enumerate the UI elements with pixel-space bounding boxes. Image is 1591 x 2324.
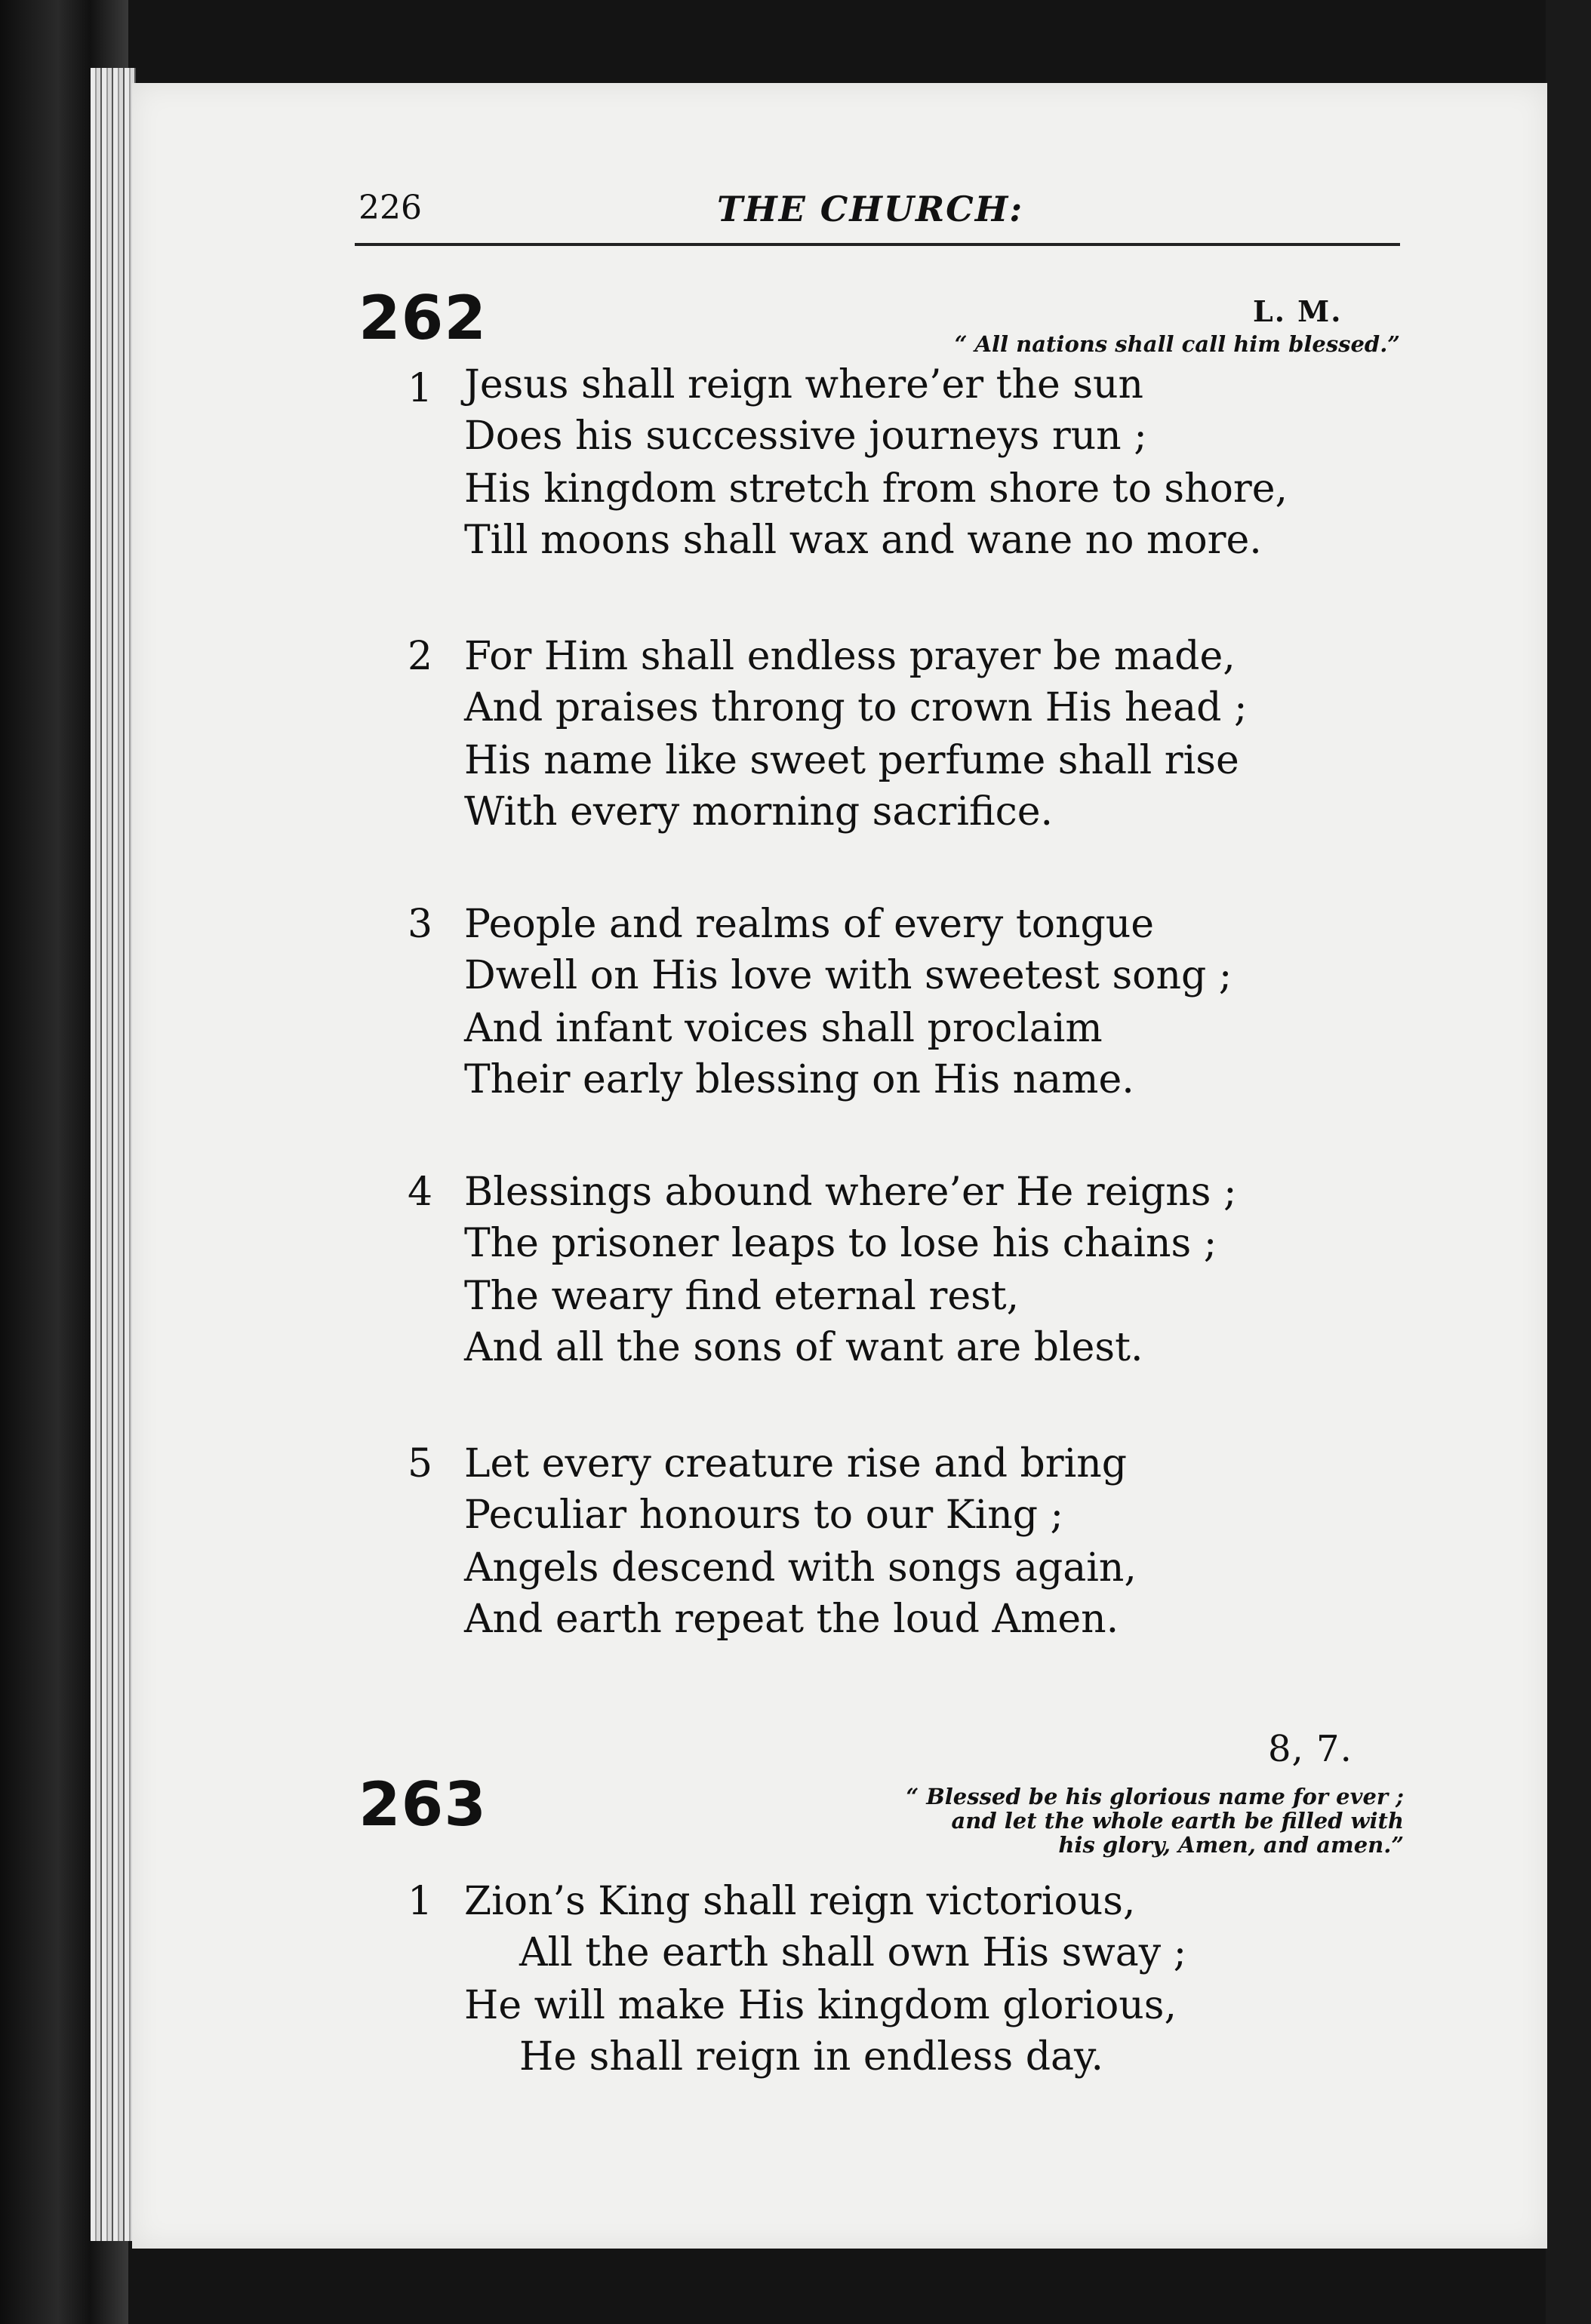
verse-line: All the earth shall own His sway ; — [519, 1930, 1187, 1975]
verse-line: Peculiar honours to our King ; — [464, 1492, 1064, 1538]
verse-line: Dwell on His love with sweetest song ; — [464, 953, 1232, 998]
header-rule — [355, 243, 1400, 246]
verse-line: For Him shall endless prayer be made, — [464, 634, 1236, 679]
verse-line: Blessings abound where’er He reigns ; — [464, 1170, 1237, 1215]
epigraph-line: “ Blessed be his glorious name for ever ; — [906, 1784, 1404, 1809]
hymn-epigraph — [800, 1784, 1404, 1857]
verse-number: 2 — [408, 634, 433, 679]
verse-line: His name like sweet perfume shall rise — [464, 738, 1239, 783]
verse-line: He shall reign in endless day. — [519, 2034, 1103, 2080]
page-edges — [91, 68, 136, 2241]
hymn-meter: 8, 7. — [1268, 1728, 1353, 1770]
verse-line: People and realms of every tongue — [464, 902, 1155, 947]
verse-line: Zion’s King shall reign victorious, — [464, 1879, 1136, 1924]
hymn-meter: L. M. — [1253, 294, 1343, 328]
verse-number: 4 — [408, 1170, 433, 1215]
page-number: 226 — [359, 189, 422, 227]
verse-line: His kingdom stretch from shore to shore, — [464, 466, 1288, 512]
verse-line: Their early blessing on His name. — [464, 1057, 1134, 1102]
hymn-number: 262 — [359, 283, 487, 353]
epigraph-line: his glory, Amen, and amen.” — [1058, 1832, 1404, 1858]
verse-line: And earth repeat the loud Amen. — [464, 1597, 1119, 1642]
verse-number: 3 — [408, 902, 433, 947]
verse-line: Till moons shall wax and wane no more. — [464, 518, 1262, 563]
verse-number: 5 — [408, 1441, 433, 1486]
hymn-epigraph: “ All nations shall call him blessed.” — [954, 331, 1400, 357]
verse-line: Angels descend with songs again, — [464, 1545, 1137, 1591]
verse-line: Jesus shall reign where’er the sun — [464, 362, 1143, 407]
right-edge — [1546, 0, 1591, 2324]
hymn-number: 263 — [359, 1769, 487, 1840]
verse-number: 1 — [408, 366, 433, 411]
running-head: THE CHURCH: — [717, 189, 1024, 229]
verse-line: And infant voices shall proclaim — [464, 1006, 1103, 1051]
epigraph-line: and let the whole earth be filled with — [951, 1808, 1404, 1834]
verse-line: Does his successive journeys run ; — [464, 413, 1147, 459]
verse-number: 1 — [408, 1879, 433, 1924]
verse-line: The weary find eternal rest, — [464, 1274, 1020, 1319]
verse-line: Let every creature rise and bring — [464, 1441, 1128, 1486]
verse-line: The prisoner leaps to lose his chains ; — [464, 1221, 1217, 1266]
verse-line: He will make His kingdom glorious, — [464, 1983, 1177, 2028]
verse-line: With every morning sacrifice. — [464, 789, 1054, 835]
verse-line: And all the sons of want are blest. — [464, 1325, 1143, 1370]
verse-line: And praises throng to crown His head ; — [464, 685, 1248, 730]
